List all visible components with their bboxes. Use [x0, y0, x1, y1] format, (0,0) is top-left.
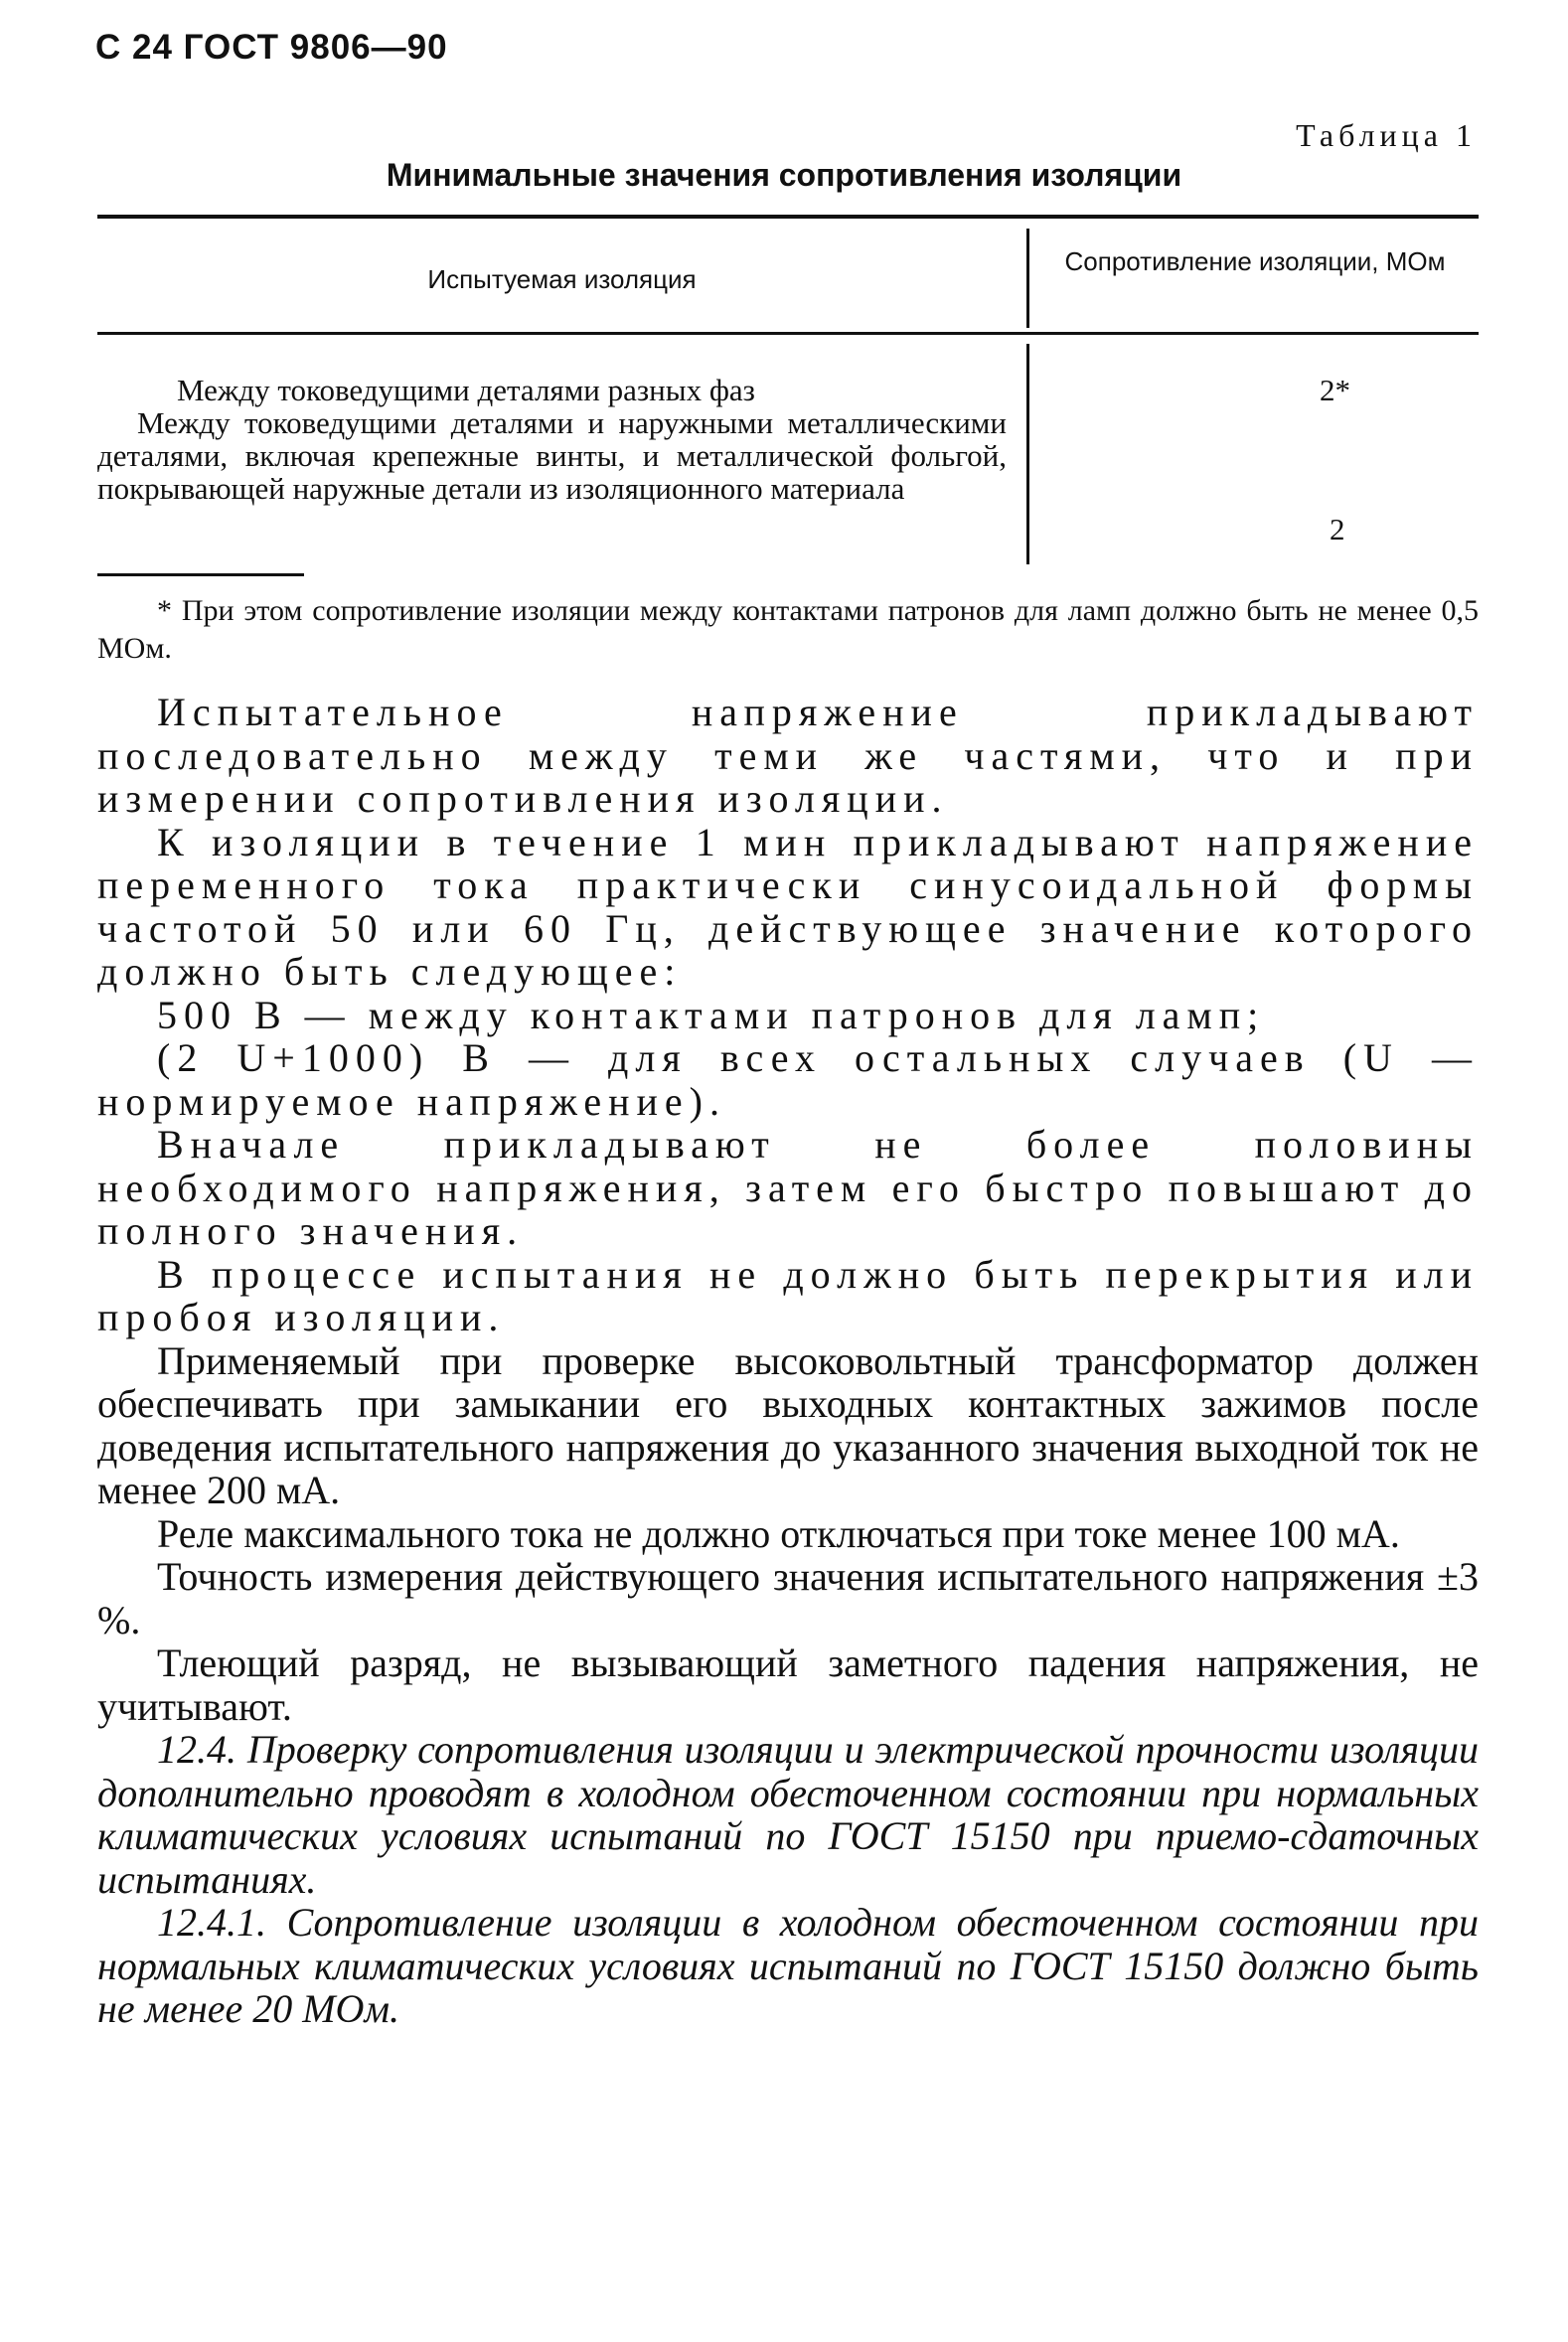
page-header: С 24 ГОСТ 9806—90: [95, 28, 448, 67]
paragraph-section-12-4-1: 12.4.1. Сопротивление изоляции в холодном обесточенном состоянии при нормальных климатических условиях испытаний по ГОСТ 15150 должно быть не менее 20 МОм.: [97, 1900, 1479, 2031]
paragraph-lamp-holders: 500 В — между контактами патронов для ламп;: [157, 992, 1266, 1037]
paragraph-accuracy: Точность измерения действующего значения испытательного напряжения ±3 %.: [97, 1554, 1479, 1642]
resistance-table: [97, 215, 1479, 572]
table-top-rule: [97, 215, 1479, 219]
paragraph-glow-discharge: Тлеющий разряд, не вызывающий заметного падения напряжения, не учитывают.: [97, 1640, 1479, 1729]
table-title: Минимальные значения сопротивления изоляции: [386, 157, 1182, 193]
column-header-resistance: Сопротивление изоляции, МОм: [1064, 246, 1446, 276]
paragraph-test-voltage: Испытательное напряжение прикладывают последовательно между теми же частями, что и при измерении сопротивления изоляции.: [97, 690, 1479, 821]
paragraph-section-12-4: 12.4. Проверку сопротивления изоляции и электрической прочности изоляции дополнительно проводят в холодном обесточенном состоянии при нормальных климатических условиях испытаний по ГОСТ 15150 при приемо-сдаточных испытаниях.: [97, 1727, 1479, 1902]
paragraph-transformer: Применяемый при проверке высоковольтный трансформатор должен обеспечивать при замыкании его выходных контактных зажимов после доведения испытательного напряжения до указанного значения выходной ток не менее 200 мА.: [97, 1337, 1479, 1512]
body-text: [97, 691, 1479, 2031]
header-column-divider: [1026, 229, 1029, 328]
table-number: Таблица 1: [1296, 117, 1477, 153]
table-row-2-insulation: Между токоведущими деталями и наружными металлическими деталями, включая крепежные винты, и металлической фольгой, покрывающей наружные детали из изоляционного материала: [97, 405, 1007, 506]
paragraph-other-cases: (2 U+1000) В — для всех остальных случаев (U — нормируемое напряжение).: [97, 1035, 1479, 1124]
table-row-2-resistance: 2: [1330, 512, 1345, 546]
table-footnote: * При этом сопротивление изоляции между контактами патронов для ламп должно быть не менее 0,5 МОм.: [97, 594, 1479, 665]
footnote-rule: [97, 573, 304, 576]
table-header-rule: [97, 332, 1479, 335]
paragraph-voltage-ramp: Вначале прикладывают не более половины необходимого напряжения, затем его быстро повышают до полного значения.: [97, 1122, 1479, 1253]
table-row-1-resistance: 2*: [1320, 373, 1350, 407]
paragraph-no-breakdown: В процессе испытания не должно быть перекрытия или пробоя изоляции.: [97, 1251, 1479, 1339]
paragraph-relay: Реле максимального тока не должно отключаться при токе менее 100 мА.: [157, 1510, 1400, 1556]
paragraph-voltage-application: К изоляции в течение 1 мин прикладывают напряжение переменного тока практически синусоидальной формы частотой 50 или 60 Гц, действующее значение которого должно быть следующее:: [97, 819, 1479, 994]
table-row-1-insulation: Между токоведущими деталями разных фаз: [177, 373, 755, 407]
body-column-divider: [1026, 344, 1029, 564]
column-header-insulation: Испытуемая изоляция: [427, 264, 697, 294]
